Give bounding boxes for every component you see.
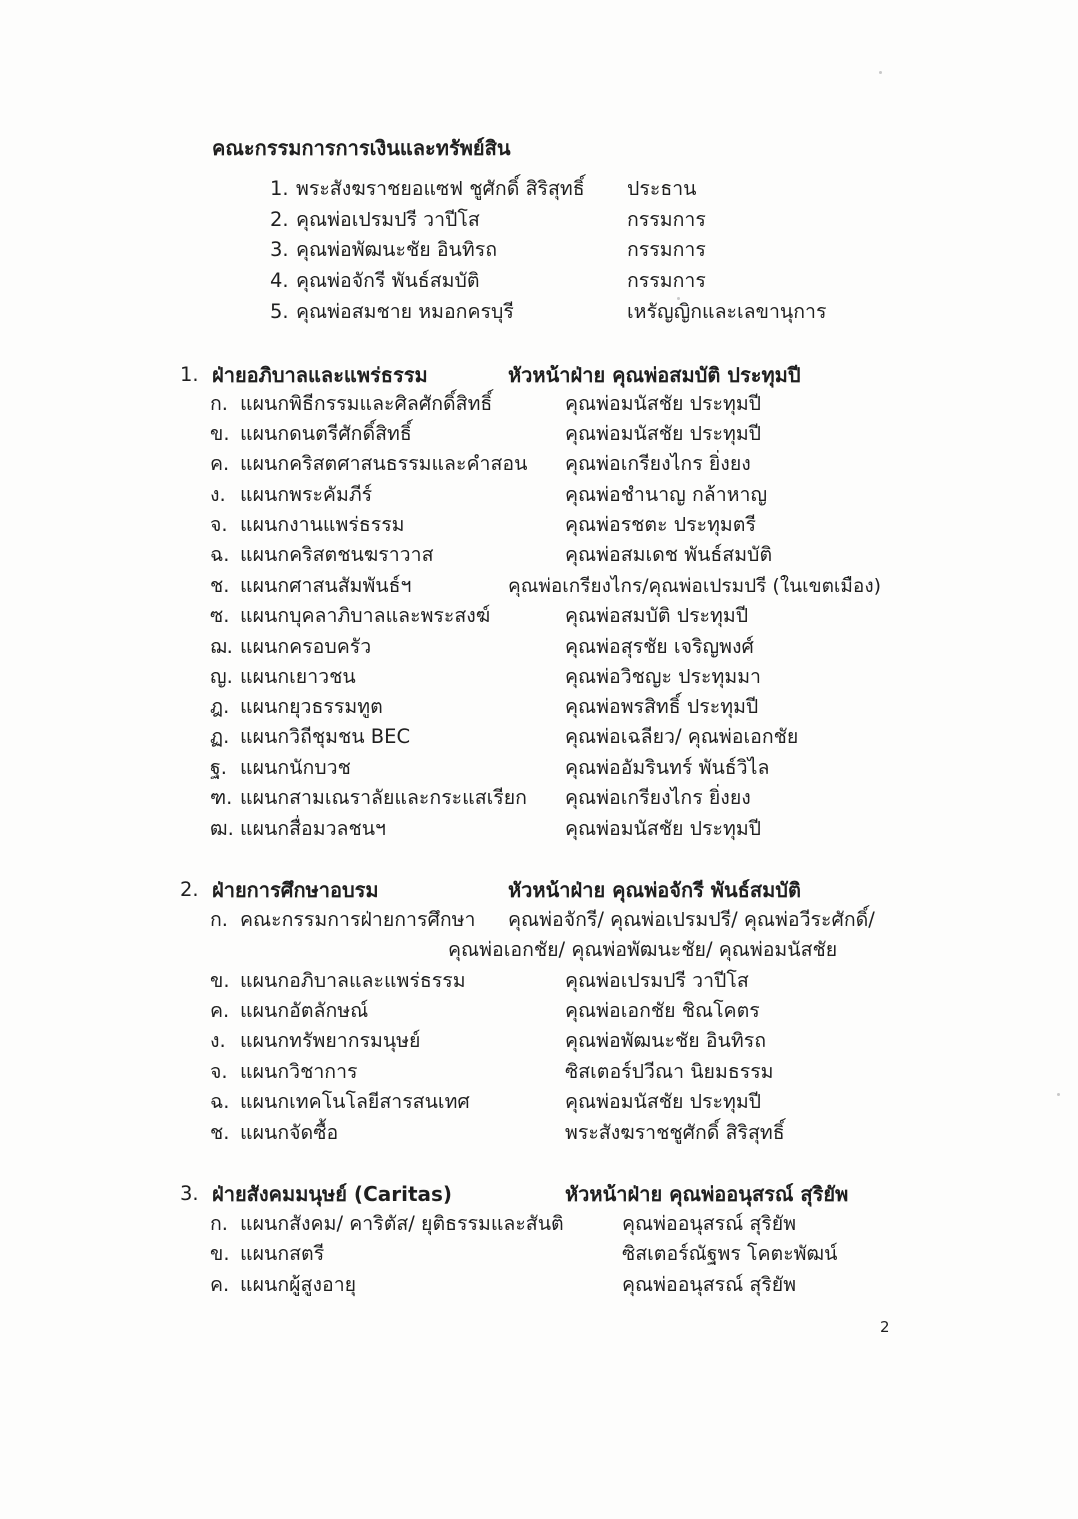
unit-name: แผนกนักบวช xyxy=(240,756,351,779)
unit-person: คุณพ่อเอกชัย ชิณโคตร xyxy=(565,999,760,1022)
finance-member-name: พระสังฆราชยอแซฟ ชูศักดิ์ สิริสุทธิ์ xyxy=(296,177,585,200)
unit-person: คุณพ่อมนัสชัย ประทุมปี xyxy=(565,1090,762,1113)
finance-member-no: 4. xyxy=(270,269,289,292)
unit-name: แผนกทรัพยากรมนุษย์ xyxy=(240,1029,421,1052)
committee-name: คณะกรรมการฝ่ายการศึกษา xyxy=(240,908,476,931)
unit-person: คุณพ่ออนุสรณ์ สุริยัพ xyxy=(622,1273,797,1296)
unit-letter: ค. xyxy=(210,1273,230,1296)
unit-name: แผนกศาสนสัมพันธ์ฯ xyxy=(240,574,412,597)
unit-person: คุณพ่อมนัสชัย ประทุมปี xyxy=(565,817,762,840)
finance-member-no: 5. xyxy=(270,300,289,323)
unit-name: แผนกสตรี xyxy=(240,1242,325,1265)
section-head: หัวหน้าฝ่าย คุณพ่ออนุสรณ์ สุริยัพ xyxy=(565,1182,849,1206)
finance-committee-title: คณะกรรมการการเงินและทรัพย์สิน xyxy=(212,136,511,160)
scan-speck xyxy=(879,71,882,74)
unit-name: แผนกวิถีชุมชน BEC xyxy=(240,725,411,748)
unit-letter: ข. xyxy=(210,422,230,445)
unit-letter: ซ. xyxy=(210,604,230,627)
unit-name: แผนกงานแพร่ธรรม xyxy=(240,513,405,536)
unit-letter: ฉ. xyxy=(210,543,230,566)
unit-letter: ช. xyxy=(210,1121,230,1144)
committee-letter: ก. xyxy=(210,908,229,931)
finance-member-name: คุณพ่อสมชาย หมอกครบุรี xyxy=(296,300,514,323)
unit-person: คุณพ่ออนุสรณ์ สุริยัพ xyxy=(622,1212,797,1235)
unit-person: คุณพ่อพัฒนะชัย อินทิรถ xyxy=(565,1029,767,1052)
section-head: หัวหน้าฝ่าย คุณพ่อสมบัติ ประทุมปี xyxy=(508,363,801,387)
unit-person: คุณพ่อวิชญะ ประทุมมา xyxy=(565,665,762,688)
finance-member-no: 3. xyxy=(270,238,289,261)
unit-person: คุณพ่อเกรียงไกร/คุณพ่อเปรมปรี (ในเขตเมือง) xyxy=(508,575,882,597)
finance-member-name: คุณพ่อพัฒนะชัย อินทิรถ xyxy=(296,238,498,261)
unit-letter: ฎ. xyxy=(210,695,230,718)
unit-letter: ค. xyxy=(210,452,230,475)
page-number: 2 xyxy=(880,1318,890,1336)
finance-member-role: กรรมการ xyxy=(627,238,706,261)
section-number: 3. xyxy=(180,1182,199,1205)
unit-name: แผนกดนตรีศักดิ์สิทธิ์ xyxy=(240,422,412,445)
committee-members-line2: คุณพ่อเอกชัย/ คุณพ่อพัฒนะชัย/ คุณพ่อมนัสชัย xyxy=(448,938,838,961)
unit-letter: ฒ. xyxy=(210,817,234,840)
unit-letter: ฉ. xyxy=(210,1090,230,1113)
unit-name: แผนกสามเณราลัยและกระแสเรียก xyxy=(240,786,527,809)
unit-person: คุณพ่อมนัสชัย ประทุมปี xyxy=(565,392,762,415)
unit-person: คุณพ่ออัมรินทร์ พันธ์วิไล xyxy=(565,756,770,779)
unit-letter: ค. xyxy=(210,999,230,1022)
finance-member-name: คุณพ่อเปรมปรี วาปีโส xyxy=(296,208,480,231)
unit-letter: ช. xyxy=(210,574,230,597)
unit-person: คุณพ่อเฉลียว/ คุณพ่อเอกชัย xyxy=(565,725,799,748)
unit-person: คุณพ่อเกรียงไกร ยิ่งยง xyxy=(565,786,751,809)
unit-name: แผนกคริสตชนฆราวาส xyxy=(240,543,434,566)
unit-name: แผนกครอบครัว xyxy=(240,635,372,658)
section-number: 1. xyxy=(180,363,199,386)
unit-letter: จ. xyxy=(210,1060,228,1083)
unit-person: คุณพ่อสมเดช พันธ์สมบัติ xyxy=(565,543,773,566)
unit-person: คุณพ่อเปรมปรี วาปีโส xyxy=(565,969,749,992)
unit-name: แผนกผู้สูงอายุ xyxy=(240,1273,357,1296)
unit-name: แผนกจัดซื้อ xyxy=(240,1121,339,1144)
unit-letter: ก. xyxy=(210,392,229,415)
committee-members-line1: คุณพ่อจักรี/ คุณพ่อเปรมปรี/ คุณพ่อวีระศักดิ์/ xyxy=(508,908,875,931)
unit-letter: ญ. xyxy=(210,665,233,688)
finance-member-role: เหรัญญิกและเลขานุการ xyxy=(627,300,827,323)
unit-person: คุณพ่อสุรชัย เจริญพงศ์ xyxy=(565,635,754,658)
finance-member-no: 2. xyxy=(270,208,289,231)
unit-person: ซิสเตอร์ณัฐพร โคตะพัฒน์ xyxy=(622,1242,838,1265)
finance-member-role: กรรมการ xyxy=(627,269,706,292)
section-number: 2. xyxy=(180,878,199,901)
unit-name: แผนกอภิบาลและแพร่ธรรม xyxy=(240,969,466,992)
unit-name: แผนกพระคัมภีร์ xyxy=(240,483,373,506)
section-head: หัวหน้าฝ่าย คุณพ่อจักรี พันธ์สมบัติ xyxy=(508,878,801,902)
section-title: ฝ่ายสังคมมนุษย์ (Caritas) xyxy=(212,1182,453,1206)
unit-person: พระสังฆราชชูศักดิ์ สิริสุทธิ์ xyxy=(565,1121,785,1144)
unit-name: แผนกพิธีกรรมและศิลศักดิ์สิทธิ์ xyxy=(240,392,493,415)
finance-member-name: คุณพ่อจักรี พันธ์สมบัติ xyxy=(296,269,480,292)
unit-name: แผนกคริสตศาสนธรรมและคำสอน xyxy=(240,452,528,475)
unit-letter: ข. xyxy=(210,969,230,992)
unit-person: คุณพ่อมนัสชัย ประทุมปี xyxy=(565,422,762,445)
unit-person: ซิสเตอร์ปวีณา นิยมธรรม xyxy=(565,1060,774,1083)
unit-name: แผนกเทคโนโลยีสารสนเทศ xyxy=(240,1090,470,1113)
unit-name: แผนกสื่อมวลชนฯ xyxy=(240,817,387,840)
unit-person: คุณพ่อรชตะ ประทุมตรี xyxy=(565,513,756,536)
unit-person: คุณพ่อชำนาญ กล้าหาญ xyxy=(565,483,768,506)
unit-letter: ฐ. xyxy=(210,756,227,779)
unit-name: แผนกสังคม/ คาริตัส/ ยุติธรรมและสันติ xyxy=(240,1212,564,1235)
unit-name: แผนกวิชาการ xyxy=(240,1060,358,1083)
unit-person: คุณพ่อสมบัติ ประทุมปี xyxy=(565,604,749,627)
unit-letter: ฑ. xyxy=(210,786,233,809)
section-title: ฝ่ายอภิบาลและแพร่ธรรม xyxy=(212,363,428,387)
unit-letter: จ. xyxy=(210,513,228,536)
unit-name: แผนกเยาวชน xyxy=(240,665,356,688)
scan-speck xyxy=(677,297,680,300)
unit-letter: ง. xyxy=(210,1029,226,1052)
unit-letter: ฏ. xyxy=(210,725,230,748)
finance-member-role: กรรมการ xyxy=(627,208,706,231)
unit-letter: ก. xyxy=(210,1212,229,1235)
unit-letter: ข. xyxy=(210,1242,230,1265)
unit-letter: ฌ. xyxy=(210,635,233,658)
unit-person: คุณพ่อพรสิทธิ์ ประทุมปี xyxy=(565,695,759,718)
unit-letter: ง. xyxy=(210,483,226,506)
finance-member-role: ประธาน xyxy=(627,177,697,200)
unit-person: คุณพ่อเกรียงไกร ยิ่งยง xyxy=(565,452,751,475)
finance-member-no: 1. xyxy=(270,177,289,200)
section-title: ฝ่ายการศึกษาอบรม xyxy=(212,878,379,902)
unit-name: แผนกยุวธรรมทูต xyxy=(240,695,383,718)
scan-speck xyxy=(1057,1093,1060,1096)
unit-name: แผนกอัตลักษณ์ xyxy=(240,999,369,1022)
unit-name: แผนกบุคลาภิบาลและพระสงฆ์ xyxy=(240,604,491,627)
